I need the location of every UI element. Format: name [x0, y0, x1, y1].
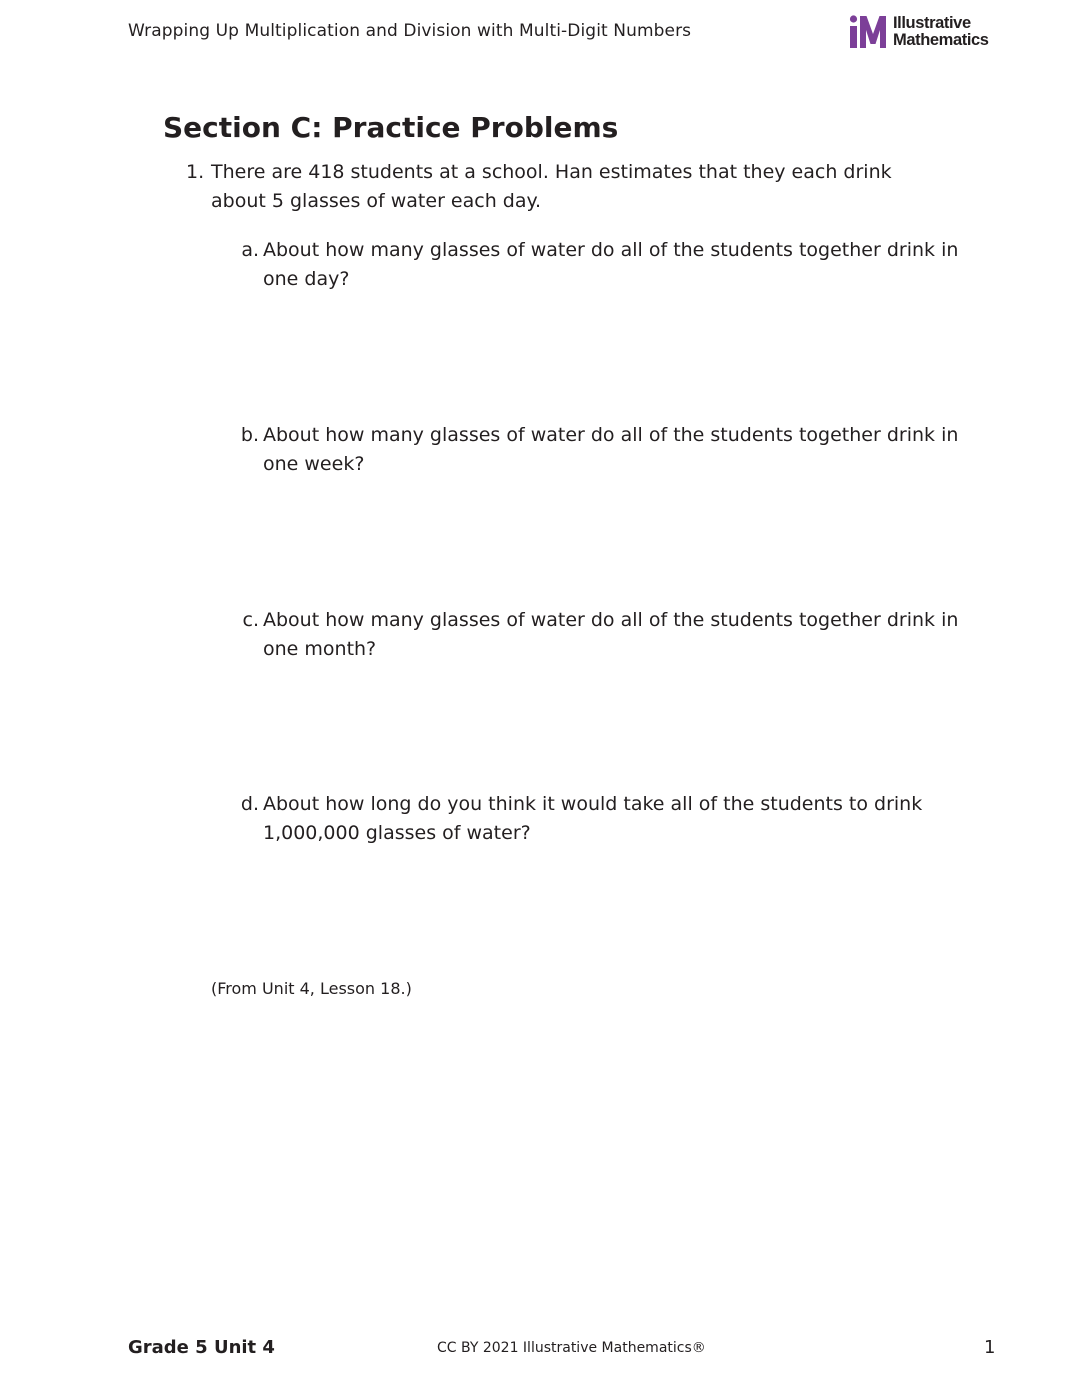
footer-license: CC BY 2021 Illustrative Mathematics®: [437, 1340, 706, 1356]
logo-line-2: Mathematics: [893, 31, 989, 49]
part-question: About how many glasses of water do all of the students together drink in one week?: [263, 424, 959, 475]
logo-line-1: Illustrative: [893, 14, 971, 32]
footer-grade-unit: Grade 5 Unit 4: [128, 1337, 275, 1358]
problem-statement: [186, 158, 976, 216]
part-letter: c.: [242, 609, 259, 631]
im-logo-icon: [849, 15, 889, 49]
problem-part-b: [233, 421, 975, 479]
logo-wordmark: [893, 15, 989, 49]
part-question: About how many glasses of water do all of the students together drink in one day?: [263, 239, 959, 290]
part-letter: d.: [240, 793, 259, 815]
part-question: About how long do you think it would take all of the students to drink 1,000,000 glasses of water?: [263, 793, 923, 844]
document-header-title: Wrapping Up Multiplication and Division with Multi-Digit Numbers: [128, 21, 692, 41]
part-letter: b.: [240, 424, 259, 446]
page-number: 1: [984, 1337, 996, 1358]
section-title: Section C: Practice Problems: [163, 111, 619, 144]
problem-text: There are 418 students at a school. Han estimates that they each drink about 5 glasses of water each day.: [211, 161, 892, 212]
problem-part-a: [233, 236, 975, 294]
problem-part-d: [233, 790, 975, 848]
source-note: (From Unit 4, Lesson 18.): [211, 979, 412, 998]
illustrative-mathematics-logo: [849, 15, 999, 51]
problem-part-c: [233, 606, 975, 664]
problem-number: 1.: [186, 161, 205, 183]
part-letter: a.: [241, 239, 259, 261]
problem-1: [186, 158, 976, 216]
part-question: About how many glasses of water do all of the students together drink in one month?: [263, 609, 959, 660]
